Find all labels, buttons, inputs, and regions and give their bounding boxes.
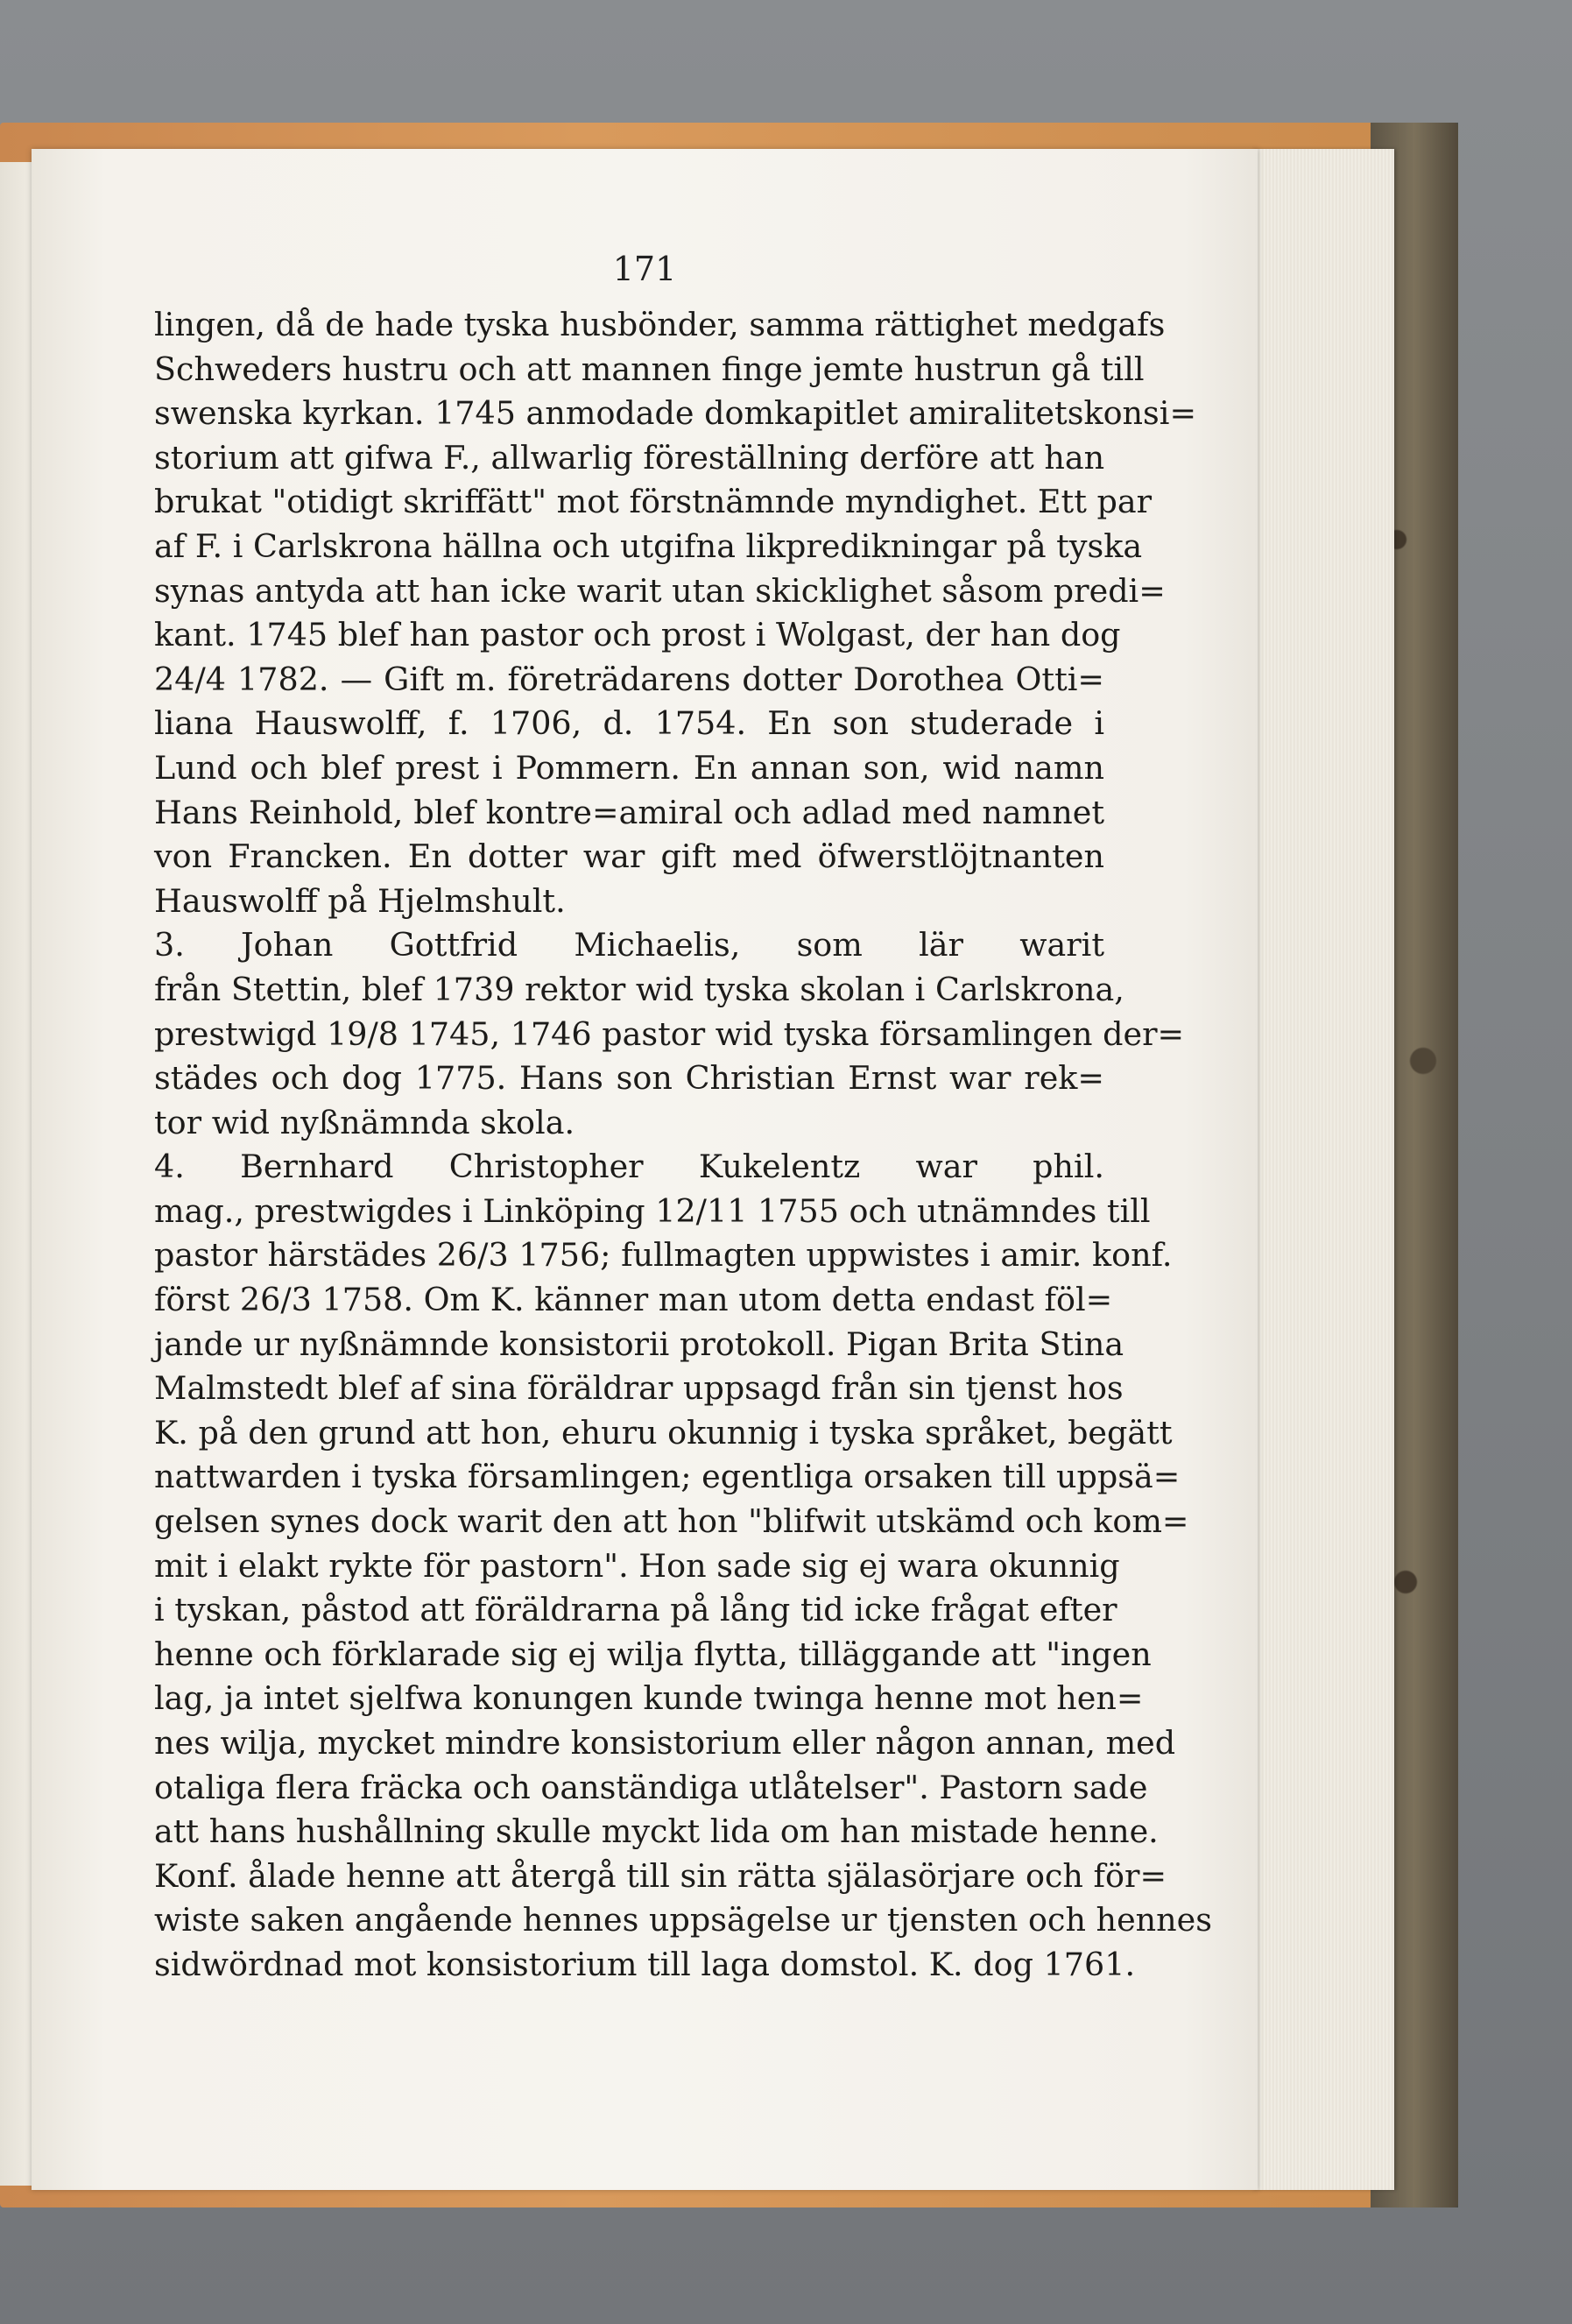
text-line: jande ur nyßnämnde konsistorii protokoll. Pigan Brita Stina <box>154 1324 1124 1363</box>
text-line: K. på den grund att hon, ehuru okunnig i tyska språket, begätt <box>154 1413 1173 1452</box>
text-line: nes wilja, mycket mindre konsistorium eller någon annan, med <box>154 1724 1176 1762</box>
text-line: Malmstedt blef af sina föräldrar uppsagd från sin tjenst hos <box>154 1369 1124 1408</box>
text-line: mag., prestwigdes i Linköping 12/11 1755 och utnämndes till <box>154 1191 1151 1230</box>
text-line: Hauswolff på Hjelmshult. <box>154 881 566 920</box>
text-line: lingen, då de hade tyska husbönder, samma rättighet medgafs <box>154 306 1166 343</box>
text-line: prestwigd 19/8 1745, 1746 pastor wid tyska församlingen der= <box>154 1014 1185 1053</box>
text-line: tor wid nyßnämnda skola. <box>154 1103 575 1141</box>
text-line: sidwördnad mot konsistorium till laga domstol. K. dog 1761. <box>154 1945 1136 1983</box>
text-line: i tyskan, påstod att föräldrarna på lång tid icke frågat efter <box>154 1591 1117 1629</box>
page-text <box>154 303 1213 1988</box>
text-line: Schweders hustru och att mannen finge jemte hustrun gå till <box>154 350 1145 388</box>
text-line: liana Hauswolff, f. 1706, d. 1754. En son studerade i <box>154 704 1104 743</box>
text-line: 3. Johan Gottfrid Michaelis, som lär warit <box>154 926 1104 964</box>
text-line: storium att gifwa F., allwarlig föreställning derföre att han <box>154 438 1105 477</box>
text-line: Lund och blef prest i Pommern. En annan son, wid namn <box>154 748 1104 787</box>
text-line: gelsen synes dock warit den att hon "blifwit utskämd och kom= <box>154 1502 1189 1541</box>
text-line: brukat "otidigt skriffätt" mot förstnämnde myndighet. Ett par <box>154 483 1153 521</box>
text-line: otaliga flera fräcka och oanständiga utlåtelser". Pastorn sade <box>154 1768 1148 1806</box>
book-page <box>32 149 1258 2190</box>
text-line: henne och förklarade sig ej wilja flytta, tilläggande att "ingen <box>154 1635 1152 1673</box>
text-line: att hans hushållning skulle myckt lida om han mistade henne. <box>154 1812 1159 1851</box>
text-line: 4. Bernhard Christopher Kukelentz war phil. <box>154 1148 1104 1186</box>
page-number: 171 <box>612 250 677 288</box>
text-line: mit i elakt rykte för pastorn". Hon sade sig ej wara okunnig <box>154 1546 1120 1585</box>
left-page-edge <box>0 162 32 2186</box>
text-line: wiste saken angående hennes uppsägelse ur tjensten och hennes <box>154 1901 1213 1939</box>
text-line: lag, ja intet sjelfwa konungen kunde twinga henne mot hen= <box>154 1679 1144 1718</box>
text-line: 24/4 1782. — Gift m. företrädarens dotter Dorothea Otti= <box>154 660 1104 698</box>
text-line: von Francken. En dotter war gift med öfwerstlöjtnanten <box>154 837 1104 876</box>
text-line: Konf. ålade henne att återgå till sin rätta själasörjare och för= <box>154 1856 1167 1895</box>
text-line: från Stettin, blef 1739 rektor wid tyska skolan i Carlskrona, <box>154 970 1124 1008</box>
text-line: först 26/3 1758. Om K. känner man utom detta endast föl= <box>154 1281 1113 1319</box>
page-stack-edge <box>1252 149 1394 2190</box>
text-line: pastor härstädes 26/3 1756; fullmagten uppwistes i amir. konf. <box>154 1236 1173 1275</box>
text-line: swenska kyrkan. 1745 anmodade domkapitlet amiralitetskonsi= <box>154 394 1197 433</box>
text-line: Hans Reinhold, blef kontre=amiral och adlad med namnet <box>154 793 1104 831</box>
text-line: nattwarden i tyska församlingen; egentliga orsaken till uppsä= <box>154 1458 1181 1496</box>
text-line: kant. 1745 blef han pastor och prost i Wolgast, der han dog <box>154 616 1121 654</box>
text-line: af F. i Carlskrona hällna och utgifna likpredikningar på tyska <box>154 526 1143 565</box>
text-line: synas antyda att han icke warit utan skicklighet såsom predi= <box>154 571 1166 610</box>
text-line: städes och dog 1775. Hans son Christian Ernst war rek= <box>154 1059 1104 1098</box>
